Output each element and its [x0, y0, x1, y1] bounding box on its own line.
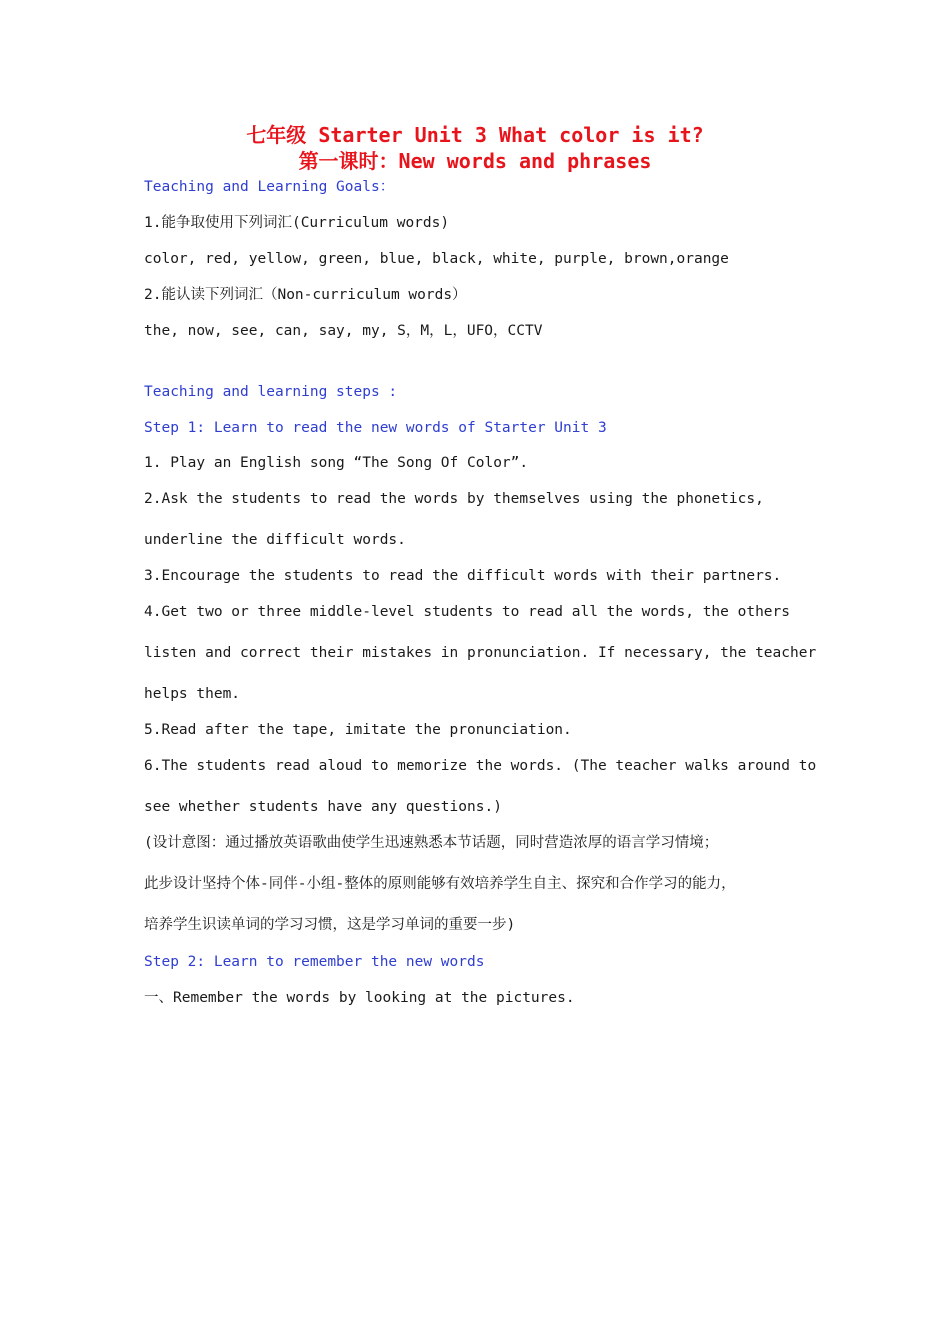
step-1-line: underline the difficult words.	[144, 532, 406, 548]
goals-item-2: 2.能认读下列词汇（Non-curriculum words）	[144, 287, 467, 303]
step-1-line: 1. Play an English song “The Song Of Color”.	[144, 455, 529, 471]
step-2-line: 一、Remember the words by looking at the pictures.	[144, 990, 575, 1006]
step-1-line: 5.Read after the tape, imitate the pronunciation.	[144, 722, 572, 738]
goals-heading: Teaching and Learning Goals：	[144, 179, 395, 195]
step-1-line: 3.Encourage the students to read the difficult words with their partners.	[144, 568, 782, 584]
step-1-line: see whether students have any questions.)	[144, 799, 502, 815]
title-line-1: 七年级 Starter Unit 3 What color is it?	[246, 123, 704, 147]
step-1-line: listen and correct their mistakes in pronunciation. If necessary, the teacher	[144, 645, 817, 661]
step-1-heading: Step 1: Learn to read the new words of Starter Unit 3	[144, 420, 607, 436]
design-intent-line: 培养学生识读单词的学习习惯，这是学习单词的重要一步)	[144, 917, 516, 933]
title-line-2: 第一课时：New words and phrases	[298, 149, 652, 173]
goals-item-1: 1.能争取使用下列词汇(Curriculum words)	[144, 215, 450, 231]
steps-heading: Teaching and learning steps :	[144, 384, 398, 400]
step-1-line: 6.The students read aloud to memorize the words. (The teacher walks around to	[144, 758, 817, 774]
goals-item-2-words: the, now, see, can, say, my, S，M，L，UFO，CCTV	[144, 323, 543, 339]
document-title	[0, 122, 950, 174]
step-1-line: helps them.	[144, 686, 241, 702]
design-intent-line: 此步设计坚持个体-同伴-小组-整体的原则能够有效培养学生自主、探究和合作学习的能力，	[144, 876, 736, 892]
goals-item-1-words: color, red, yellow, green, blue, black, white, purple, brown,orange	[144, 251, 729, 267]
design-intent-line: (设计意图：通过播放英语歌曲使学生迅速熟悉本节话题，同时营造浓厚的语言学习情境；	[144, 835, 719, 851]
step-2-heading: Step 2: Learn to remember the new words	[144, 954, 485, 970]
step-1-line: 2.Ask the students to read the words by themselves using the phonetics,	[144, 491, 764, 507]
step-1-line: 4.Get two or three middle-level students to read all the words, the others	[144, 604, 791, 620]
